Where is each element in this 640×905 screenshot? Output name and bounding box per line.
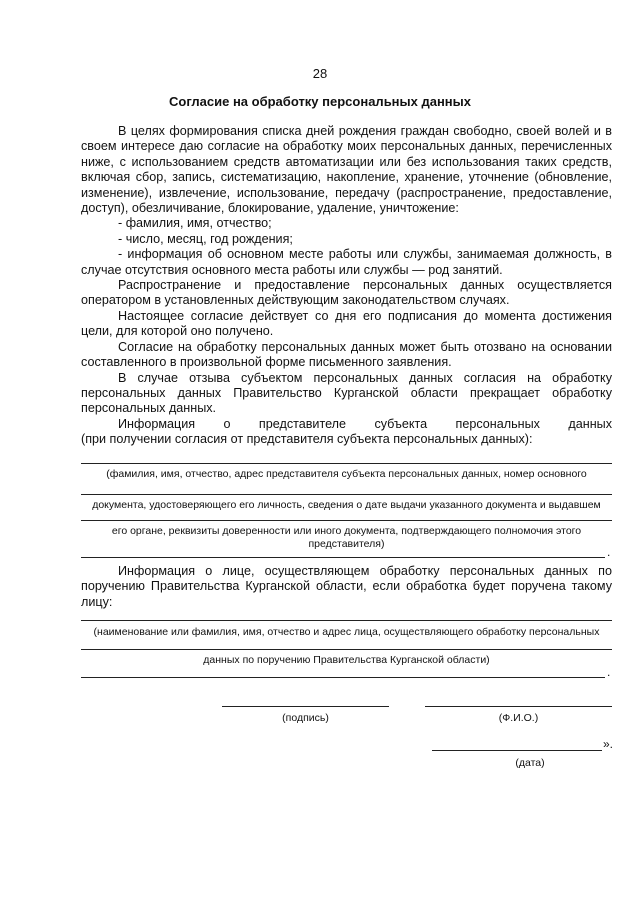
list-item-name: - фамилия, имя, отчество; bbox=[118, 216, 272, 231]
signature-label: (подпись) bbox=[282, 712, 329, 724]
paragraph-revocation: Согласие на обработку персональных данных может быть отозвано на основании составленного в произвольной форме письменного заявления. bbox=[81, 339, 612, 370]
paragraph-validity: Настоящее согласие действует со дня его подписания до момента достижения цели, для которой оно получено. bbox=[81, 308, 612, 339]
representative-caption-2: документа, удостоверяющего его личность, сведения о дате выдачи указанного документа и выдавшем bbox=[92, 499, 601, 511]
processor-line-end-dot: . bbox=[607, 665, 611, 679]
document-body bbox=[81, 124, 612, 448]
representative-field-line-3[interactable] bbox=[81, 520, 612, 521]
paragraph-distribution: Распространение и предоставление персональных данных осуществляется оператором в установленных действующим законодательством случаях. bbox=[81, 278, 612, 308]
representative-info-subheading: (при получении согласия от представителя субъекта персональных данных): bbox=[81, 432, 533, 447]
fio-label: (Ф.И.О.) bbox=[498, 712, 539, 724]
paragraph-termination: В случае отзыва субъектом персональных данных согласия на обработку персональных данных Правительство Курганской области прекращает обработку персональных данных. bbox=[81, 370, 612, 416]
date-line[interactable] bbox=[432, 750, 602, 751]
list-item-birthdate: - число, месяц, год рождения; bbox=[118, 231, 293, 246]
representative-info-heading: Информация о представителе субъекта персональных данных bbox=[118, 416, 612, 431]
processor-field-line-3[interactable] bbox=[81, 677, 605, 678]
representative-caption-4: представителя) bbox=[308, 538, 385, 550]
processor-section bbox=[81, 564, 612, 610]
representative-caption-1: (фамилия, имя, отчество, адрес представителя субъекта персональных данных, номер основного bbox=[106, 468, 587, 480]
processor-caption-1: (наименование или фамилия, имя, отчество и адрес лица, осуществляющего обработку персональных bbox=[93, 626, 600, 638]
representative-field-line-1[interactable] bbox=[81, 463, 612, 464]
date-closing-quote: ». bbox=[603, 737, 614, 751]
representative-field-line-2[interactable] bbox=[81, 494, 612, 495]
fio-line[interactable] bbox=[425, 706, 612, 707]
date-label: (дата) bbox=[515, 757, 545, 769]
intro-paragraph: В целях формирования списка дней рождения граждан свободно, своей волей и в своем интересе даю согласие на обработку моих персональных данных, перечисленных ниже, с использованием средств автоматизации или без использования таких средств, включая сбор, запись, систематизацию, накопление, хранение, уточнение (обновление, изменение), извлечение, использование, передачу (распространение, предоставление, доступ), обезличивание, блокирование, удаление, уничтожение: bbox=[81, 124, 612, 216]
line-end-dot: . bbox=[607, 545, 611, 559]
representative-field-line-4[interactable] bbox=[81, 557, 605, 558]
processor-caption-2: данных по поручению Правительства Курганской области) bbox=[203, 654, 490, 666]
processor-field-line-1[interactable] bbox=[81, 620, 612, 621]
processor-info-paragraph: Информация о лице, осуществляющем обработку персональных данных по поручению Правительства Курганской области, если обработка будет поручена такому лицу: bbox=[81, 564, 612, 609]
document-title: Согласие на обработку персональных данных bbox=[168, 94, 471, 109]
representative-caption-3: его органе, реквизиты доверенности или иного документа, подтверждающего полномочия этого bbox=[111, 525, 582, 537]
list-item-workplace: - информация об основном месте работы или службы, занимаемая должность, в случае отсутствия основного места работы или службы — род занятий. bbox=[81, 247, 612, 277]
signature-line[interactable] bbox=[222, 706, 389, 707]
processor-field-line-2[interactable] bbox=[81, 649, 612, 650]
page-number: 28 bbox=[312, 66, 328, 81]
